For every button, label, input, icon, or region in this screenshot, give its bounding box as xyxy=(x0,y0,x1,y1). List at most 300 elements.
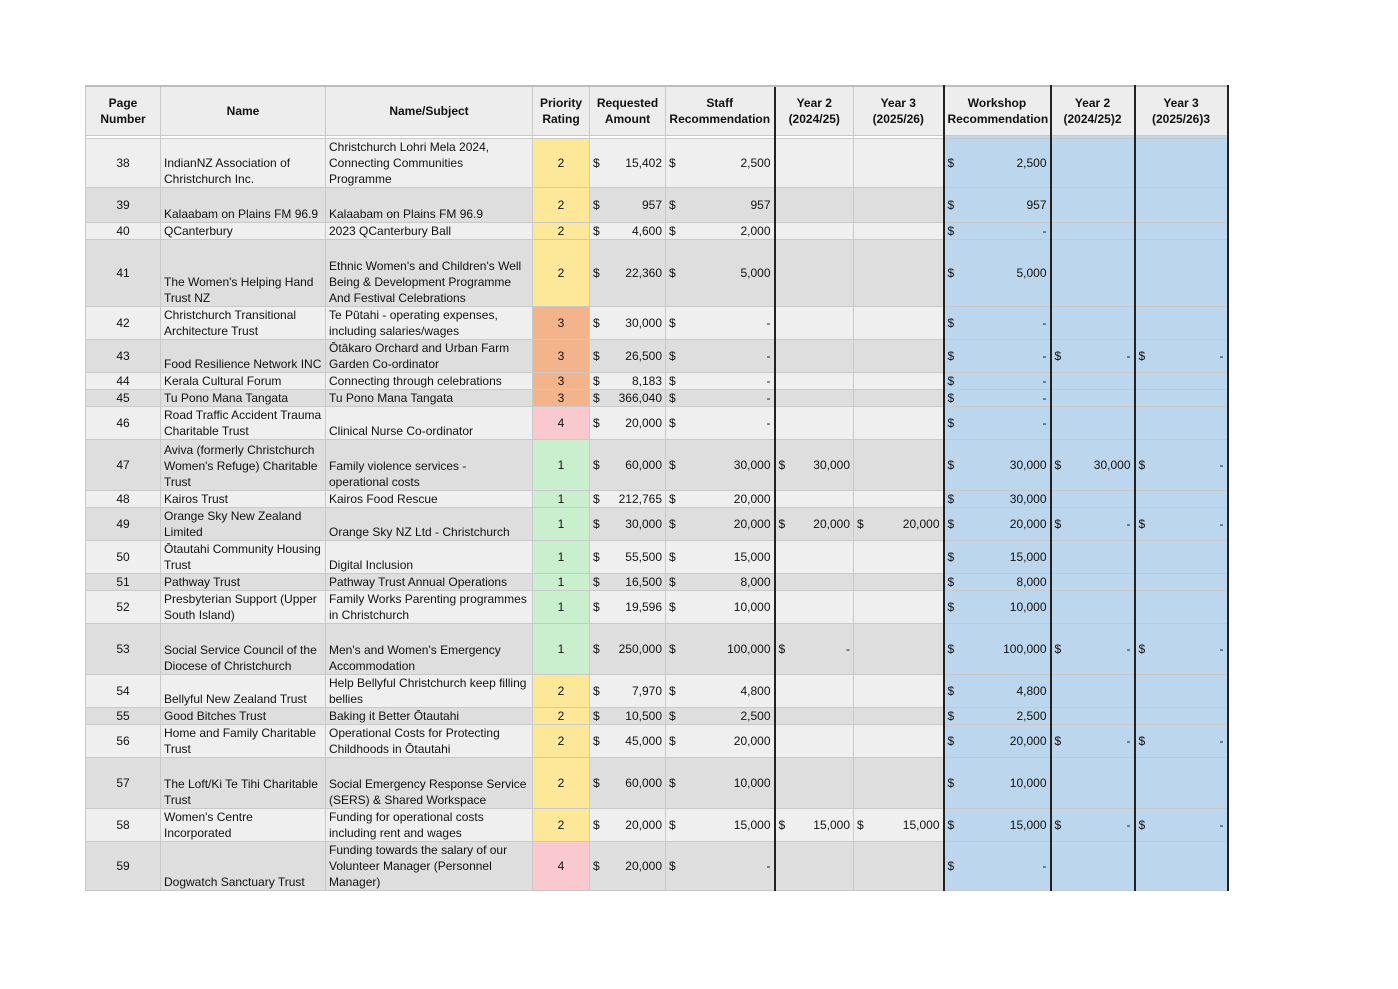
cell-requested-amount xyxy=(590,758,666,809)
currency-symbol: $ xyxy=(1138,517,1146,531)
currency-symbol: $ xyxy=(593,416,600,430)
amount-value: 100,000 xyxy=(727,642,771,656)
cell-workshop-year3 xyxy=(1135,223,1228,240)
header-year3: Year 3 (2025/26) xyxy=(854,86,944,136)
cell-year3 xyxy=(854,675,944,708)
cell-subject: Christchurch Lohri Mela 2024, Connecting Communities Programme xyxy=(326,139,533,188)
header-workshop-year3: Year 3 (2025/26)3 xyxy=(1135,86,1228,136)
cell-workshop-year2 xyxy=(1051,188,1135,223)
cell-workshop-recommendation xyxy=(944,440,1051,491)
amount-value: 10,000 xyxy=(1009,776,1047,790)
currency-symbol: $ xyxy=(593,374,600,388)
cell-priority-rating: 2 xyxy=(533,725,590,758)
cell-workshop-recommendation xyxy=(944,340,1051,373)
cell-workshop-recommendation xyxy=(944,541,1051,574)
cell-staff-recommendation xyxy=(666,440,775,491)
currency-symbol: $ xyxy=(593,575,600,589)
cell-priority-rating: 1 xyxy=(533,591,590,624)
cell-staff-recommendation xyxy=(666,725,775,758)
amount-value: - xyxy=(766,416,771,430)
cell-name: QCanterbury xyxy=(161,223,326,240)
cell-year2 xyxy=(775,624,854,675)
cell-workshop-year2 xyxy=(1051,407,1135,440)
cell-workshop-year2 xyxy=(1051,440,1135,491)
cell-priority-rating: 4 xyxy=(533,407,590,440)
cell-workshop-year2 xyxy=(1051,591,1135,624)
amount-value: - xyxy=(1126,517,1131,531)
amount-value: 957 xyxy=(1026,198,1047,212)
cell-workshop-recommendation xyxy=(944,240,1051,307)
cell-requested-amount xyxy=(590,809,666,842)
cell-year2 xyxy=(775,223,854,240)
amount-value: 55,500 xyxy=(625,550,662,564)
currency-symbol: $ xyxy=(593,550,600,564)
cell-year3 xyxy=(854,307,944,340)
header-row xyxy=(86,86,1228,136)
currency-symbol: $ xyxy=(593,642,600,656)
currency-symbol: $ xyxy=(947,709,955,723)
cell-year2 xyxy=(775,139,854,188)
cell-year2 xyxy=(775,440,854,491)
cell-workshop-recommendation xyxy=(944,223,1051,240)
cell-year2 xyxy=(775,725,854,758)
amount-value: 19,596 xyxy=(625,600,662,614)
cell-priority-rating: 1 xyxy=(533,491,590,508)
cell-workshop-year2 xyxy=(1051,809,1135,842)
cell-page-number: 40 xyxy=(86,223,161,240)
cell-staff-recommendation xyxy=(666,307,775,340)
cell-name: Kerala Cultural Forum xyxy=(161,373,326,390)
currency-symbol: $ xyxy=(778,458,786,472)
cell-workshop-recommendation xyxy=(944,675,1051,708)
currency-symbol: $ xyxy=(669,224,676,238)
currency-symbol: $ xyxy=(669,517,676,531)
currency-symbol: $ xyxy=(947,391,955,405)
cell-workshop-year3 xyxy=(1135,373,1228,390)
cell-workshop-recommendation xyxy=(944,591,1051,624)
currency-symbol: $ xyxy=(947,416,955,430)
amount-value: 212,765 xyxy=(618,492,662,506)
header-page-number: Page Number xyxy=(86,86,161,136)
currency-symbol: $ xyxy=(1054,458,1062,472)
cell-priority-rating: 2 xyxy=(533,223,590,240)
cell-subject: Funding for operational costs including rent and wages xyxy=(326,809,533,842)
cell-requested-amount xyxy=(590,624,666,675)
amount-value: 4,600 xyxy=(631,224,662,238)
cell-workshop-year3 xyxy=(1135,340,1228,373)
cell-year2 xyxy=(775,758,854,809)
funding-table xyxy=(85,85,1229,891)
cell-requested-amount xyxy=(590,708,666,725)
cell-staff-recommendation xyxy=(666,407,775,440)
cell-workshop-recommendation xyxy=(944,725,1051,758)
cell-subject: Operational Costs for Protecting Childhoods in Ōtautahi xyxy=(326,725,533,758)
cell-year3 xyxy=(854,708,944,725)
cell-name: Women's Centre Incorporated xyxy=(161,809,326,842)
currency-symbol: $ xyxy=(593,859,600,873)
cell-staff-recommendation xyxy=(666,591,775,624)
cell-name: Bellyful New Zealand Trust xyxy=(161,675,326,708)
cell-page-number: 57 xyxy=(86,758,161,809)
cell-name: Orange Sky New Zealand Limited xyxy=(161,508,326,541)
table-row xyxy=(86,440,1228,491)
cell-staff-recommendation xyxy=(666,491,775,508)
cell-year3 xyxy=(854,809,944,842)
amount-value: - xyxy=(1042,391,1047,405)
cell-subject: 2023 QCanterbury Ball xyxy=(326,223,533,240)
currency-symbol: $ xyxy=(593,776,600,790)
table-row xyxy=(86,809,1228,842)
header-workshop: Workshop Recommendation xyxy=(944,86,1051,136)
currency-symbol: $ xyxy=(1054,734,1062,748)
header-subject: Name/Subject xyxy=(326,86,533,136)
currency-symbol: $ xyxy=(669,550,676,564)
cell-workshop-year2 xyxy=(1051,508,1135,541)
currency-symbol: $ xyxy=(947,776,955,790)
cell-subject: Pathway Trust Annual Operations xyxy=(326,574,533,591)
cell-year2 xyxy=(775,390,854,407)
cell-page-number: 43 xyxy=(86,340,161,373)
currency-symbol: $ xyxy=(669,600,676,614)
cell-name: Aviva (formerly Christchurch Women's Refuge) Charitable Trust xyxy=(161,440,326,491)
cell-name: Ōtautahi Community Housing Trust xyxy=(161,541,326,574)
cell-workshop-recommendation xyxy=(944,758,1051,809)
cell-workshop-recommendation xyxy=(944,809,1051,842)
cell-requested-amount xyxy=(590,574,666,591)
cell-requested-amount xyxy=(590,407,666,440)
amount-value: 20,000 xyxy=(813,517,850,531)
table-row xyxy=(86,340,1228,373)
cell-subject: Clinical Nurse Co-ordinator xyxy=(326,407,533,440)
cell-workshop-year3 xyxy=(1135,440,1228,491)
header-year2: Year 2 (2024/25) xyxy=(775,86,854,136)
cell-staff-recommendation xyxy=(666,624,775,675)
cell-requested-amount xyxy=(590,340,666,373)
cell-staff-recommendation xyxy=(666,223,775,240)
cell-year2 xyxy=(775,574,854,591)
amount-value: 20,000 xyxy=(902,517,940,531)
amount-value: 30,000 xyxy=(1009,458,1047,472)
currency-symbol: $ xyxy=(947,550,955,564)
currency-symbol: $ xyxy=(669,684,676,698)
amount-value: 7,970 xyxy=(631,684,662,698)
currency-symbol: $ xyxy=(947,156,955,170)
cell-requested-amount xyxy=(590,139,666,188)
cell-page-number: 39 xyxy=(86,188,161,223)
currency-symbol: $ xyxy=(1054,818,1062,832)
currency-symbol: $ xyxy=(669,776,676,790)
cell-page-number: 44 xyxy=(86,373,161,390)
currency-symbol: $ xyxy=(669,734,676,748)
currency-symbol: $ xyxy=(947,517,955,531)
amount-value: 20,000 xyxy=(733,517,771,531)
currency-symbol: $ xyxy=(669,859,676,873)
amount-value: 30,000 xyxy=(1009,492,1047,506)
currency-symbol: $ xyxy=(857,517,864,531)
currency-symbol: $ xyxy=(947,266,955,280)
cell-workshop-recommendation xyxy=(944,188,1051,223)
amount-value: 60,000 xyxy=(625,776,662,790)
amount-value: 15,000 xyxy=(733,818,771,832)
currency-symbol: $ xyxy=(593,224,600,238)
cell-workshop-year3 xyxy=(1135,758,1228,809)
amount-value: - xyxy=(1042,416,1047,430)
amount-value: 30,000 xyxy=(625,316,662,330)
cell-page-number: 51 xyxy=(86,574,161,591)
cell-page-number: 42 xyxy=(86,307,161,340)
cell-requested-amount xyxy=(590,373,666,390)
currency-symbol: $ xyxy=(669,642,676,656)
amount-value: - xyxy=(1126,642,1131,656)
amount-value: 30,000 xyxy=(733,458,771,472)
cell-workshop-year3 xyxy=(1135,390,1228,407)
cell-staff-recommendation xyxy=(666,340,775,373)
amount-value: 4,800 xyxy=(1016,684,1047,698)
cell-name: The Women's Helping Hand Trust NZ xyxy=(161,240,326,307)
table-row xyxy=(86,139,1228,188)
amount-value: - xyxy=(1219,458,1224,472)
cell-name: Tu Pono Mana Tangata xyxy=(161,390,326,407)
currency-symbol: $ xyxy=(593,492,600,506)
cell-staff-recommendation xyxy=(666,708,775,725)
cell-requested-amount xyxy=(590,307,666,340)
table-row xyxy=(86,188,1228,223)
cell-workshop-year2 xyxy=(1051,307,1135,340)
cell-workshop-recommendation xyxy=(944,842,1051,891)
amount-value: 30,000 xyxy=(625,517,662,531)
cell-staff-recommendation xyxy=(666,809,775,842)
cell-name: The Loft/Ki Te Tihi Charitable Trust xyxy=(161,758,326,809)
cell-workshop-year2 xyxy=(1051,675,1135,708)
cell-staff-recommendation xyxy=(666,842,775,891)
currency-symbol: $ xyxy=(947,349,955,363)
cell-name: Presbyterian Support (Upper South Island) xyxy=(161,591,326,624)
cell-priority-rating: 1 xyxy=(533,440,590,491)
amount-value: 15,000 xyxy=(1009,818,1047,832)
cell-name: Christchurch Transitional Architecture Trust xyxy=(161,307,326,340)
cell-workshop-year2 xyxy=(1051,340,1135,373)
cell-priority-rating: 3 xyxy=(533,373,590,390)
currency-symbol: $ xyxy=(593,684,600,698)
cell-year3 xyxy=(854,541,944,574)
cell-workshop-year2 xyxy=(1051,842,1135,891)
cell-workshop-year3 xyxy=(1135,591,1228,624)
cell-workshop-year2 xyxy=(1051,223,1135,240)
currency-symbol: $ xyxy=(669,266,676,280)
header-priority: Priority Rating xyxy=(533,86,590,136)
cell-year3 xyxy=(854,842,944,891)
cell-year2 xyxy=(775,307,854,340)
cell-workshop-year3 xyxy=(1135,307,1228,340)
amount-value: - xyxy=(846,642,850,656)
amount-value: 2,500 xyxy=(1016,709,1047,723)
cell-staff-recommendation xyxy=(666,390,775,407)
amount-value: - xyxy=(766,391,771,405)
cell-year3 xyxy=(854,758,944,809)
amount-value: - xyxy=(1042,316,1047,330)
amount-value: 10,500 xyxy=(625,709,662,723)
cell-priority-rating: 3 xyxy=(533,340,590,373)
cell-priority-rating: 2 xyxy=(533,675,590,708)
cell-name: Dogwatch Sanctuary Trust xyxy=(161,842,326,891)
cell-year2 xyxy=(775,491,854,508)
amount-value: - xyxy=(1219,517,1224,531)
amount-value: - xyxy=(1126,734,1131,748)
cell-name: Kalaabam on Plains FM 96.9 xyxy=(161,188,326,223)
currency-symbol: $ xyxy=(593,517,600,531)
header-staff: Staff Recommendation xyxy=(666,86,775,136)
cell-workshop-recommendation xyxy=(944,307,1051,340)
table-row xyxy=(86,223,1228,240)
cell-page-number: 47 xyxy=(86,440,161,491)
currency-symbol: $ xyxy=(669,374,676,388)
amount-value: 20,000 xyxy=(1009,734,1047,748)
table-row xyxy=(86,758,1228,809)
cell-year3 xyxy=(854,240,944,307)
table-row xyxy=(86,675,1228,708)
cell-year2 xyxy=(775,508,854,541)
cell-year2 xyxy=(775,188,854,223)
cell-workshop-year2 xyxy=(1051,574,1135,591)
cell-workshop-year3 xyxy=(1135,675,1228,708)
table-row xyxy=(86,574,1228,591)
table-row xyxy=(86,541,1228,574)
amount-value: 30,000 xyxy=(1093,458,1131,472)
cell-workshop-recommendation xyxy=(944,508,1051,541)
cell-priority-rating: 1 xyxy=(533,508,590,541)
amount-value: 20,000 xyxy=(733,734,771,748)
cell-page-number: 48 xyxy=(86,491,161,508)
cell-requested-amount xyxy=(590,223,666,240)
cell-year3 xyxy=(854,373,944,390)
cell-page-number: 45 xyxy=(86,390,161,407)
cell-year2 xyxy=(775,591,854,624)
amount-value: 20,000 xyxy=(625,416,662,430)
cell-priority-rating: 1 xyxy=(533,541,590,574)
cell-page-number: 55 xyxy=(86,708,161,725)
cell-name: IndianNZ Association of Christchurch Inc. xyxy=(161,139,326,188)
cell-workshop-year3 xyxy=(1135,809,1228,842)
currency-symbol: $ xyxy=(947,224,955,238)
amount-value: - xyxy=(766,349,771,363)
amount-value: 45,000 xyxy=(625,734,662,748)
cell-page-number: 54 xyxy=(86,675,161,708)
cell-requested-amount xyxy=(590,440,666,491)
cell-staff-recommendation xyxy=(666,574,775,591)
cell-name: Kairos Trust xyxy=(161,491,326,508)
currency-symbol: $ xyxy=(1054,349,1062,363)
cell-workshop-year2 xyxy=(1051,491,1135,508)
amount-value: 60,000 xyxy=(625,458,662,472)
amount-value: 10,000 xyxy=(1009,600,1047,614)
cell-subject: Digital Inclusion xyxy=(326,541,533,574)
amount-value: 30,000 xyxy=(813,458,850,472)
cell-priority-rating: 2 xyxy=(533,188,590,223)
cell-workshop-year2 xyxy=(1051,758,1135,809)
cell-page-number: 38 xyxy=(86,139,161,188)
amount-value: - xyxy=(766,859,771,873)
cell-requested-amount xyxy=(590,675,666,708)
cell-year3 xyxy=(854,624,944,675)
header-name: Name xyxy=(161,86,326,136)
cell-name: Home and Family Charitable Trust xyxy=(161,725,326,758)
cell-workshop-year3 xyxy=(1135,491,1228,508)
cell-subject: Te Pūtahi - operating expenses, including salaries/wages xyxy=(326,307,533,340)
cell-workshop-year3 xyxy=(1135,508,1228,541)
amount-value: - xyxy=(1042,374,1047,388)
cell-staff-recommendation xyxy=(666,541,775,574)
cell-year2 xyxy=(775,240,854,307)
cell-requested-amount xyxy=(590,390,666,407)
cell-requested-amount xyxy=(590,541,666,574)
cell-page-number: 41 xyxy=(86,240,161,307)
currency-symbol: $ xyxy=(947,374,955,388)
cell-subject: Kairos Food Rescue xyxy=(326,491,533,508)
currency-symbol: $ xyxy=(669,458,676,472)
cell-workshop-recommendation xyxy=(944,407,1051,440)
cell-page-number: 59 xyxy=(86,842,161,891)
amount-value: 2,500 xyxy=(740,156,771,170)
cell-subject: Social Emergency Response Service (SERS) & Shared Workspace xyxy=(326,758,533,809)
cell-subject: Help Bellyful Christchurch keep filling bellies xyxy=(326,675,533,708)
amount-value: 15,402 xyxy=(625,156,662,170)
cell-workshop-year2 xyxy=(1051,390,1135,407)
cell-requested-amount xyxy=(590,240,666,307)
amount-value: - xyxy=(1219,349,1224,363)
header-workshop-year2: Year 2 (2024/25)2 xyxy=(1051,86,1135,136)
amount-value: - xyxy=(1042,224,1047,238)
cell-workshop-recommendation xyxy=(944,624,1051,675)
cell-year3 xyxy=(854,574,944,591)
amount-value: - xyxy=(1219,642,1224,656)
cell-workshop-year2 xyxy=(1051,139,1135,188)
currency-symbol: $ xyxy=(778,517,786,531)
cell-requested-amount xyxy=(590,591,666,624)
amount-value: 8,000 xyxy=(740,575,771,589)
currency-symbol: $ xyxy=(669,349,676,363)
cell-year3 xyxy=(854,508,944,541)
cell-page-number: 58 xyxy=(86,809,161,842)
cell-subject: Ōtākaro Orchard and Urban Farm Garden Co-ordinator xyxy=(326,340,533,373)
cell-name: Road Traffic Accident Trauma Charitable Trust xyxy=(161,407,326,440)
currency-symbol: $ xyxy=(947,859,955,873)
cell-staff-recommendation xyxy=(666,188,775,223)
cell-year2 xyxy=(775,842,854,891)
cell-workshop-recommendation xyxy=(944,390,1051,407)
cell-subject: Funding towards the salary of our Volunteer Manager (Personnel Manager) xyxy=(326,842,533,891)
amount-value: 100,000 xyxy=(1003,642,1047,656)
amount-value: 15,000 xyxy=(1009,550,1047,564)
amount-value: 2,500 xyxy=(1016,156,1047,170)
cell-workshop-year2 xyxy=(1051,624,1135,675)
amount-value: 10,000 xyxy=(733,776,771,790)
table-row xyxy=(86,240,1228,307)
cell-requested-amount xyxy=(590,188,666,223)
cell-staff-recommendation xyxy=(666,508,775,541)
amount-value: - xyxy=(1042,859,1047,873)
cell-year3 xyxy=(854,407,944,440)
cell-priority-rating: 1 xyxy=(533,574,590,591)
currency-symbol: $ xyxy=(669,391,676,405)
cell-workshop-year2 xyxy=(1051,541,1135,574)
cell-staff-recommendation xyxy=(666,139,775,188)
cell-priority-rating: 2 xyxy=(533,240,590,307)
currency-symbol: $ xyxy=(947,642,955,656)
currency-symbol: $ xyxy=(947,734,955,748)
cell-subject: Baking it Better Ōtautahi xyxy=(326,708,533,725)
amount-value: - xyxy=(1126,818,1131,832)
cell-subject: Connecting through celebrations xyxy=(326,373,533,390)
